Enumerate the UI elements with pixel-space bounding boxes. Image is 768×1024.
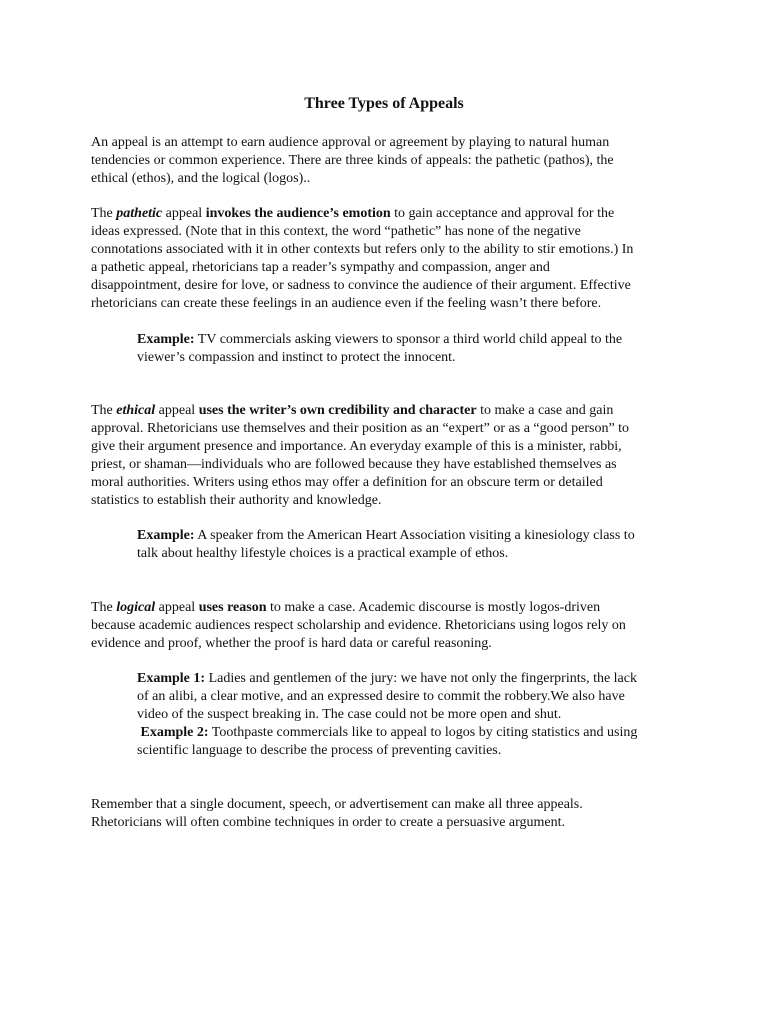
logical-paragraph: [91, 599, 681, 653]
text-run: TV commercials asking viewers to sponsor a third world child appeal to the: [194, 332, 623, 347]
text-line: ideas expressed. (Note that in this context, the word “pathetic” has none of the negative: [91, 224, 581, 239]
text-line: disappointment, desire for love, or sadness to convince the audience of their argument. Effective: [91, 278, 631, 293]
text-run: appeal: [162, 206, 206, 221]
text-line: [137, 527, 685, 545]
emphasis-text: uses reason: [198, 600, 267, 615]
text-run: Ladies and gentlemen of the jury: we have not only the fingerprints, the lack: [205, 671, 637, 686]
text-line: approval. Rhetoricians use themselves and their position as an “expert” or as a “good person” to: [91, 421, 630, 436]
term-pathetic: pathetic: [116, 206, 163, 221]
text-line: viewer’s compassion and instinct to protect the innocent.: [137, 350, 456, 365]
pathetic-example: [137, 331, 685, 367]
example-label: Example 2:: [137, 725, 209, 740]
text-line: video of the suspect breaking in. The case could not be more open and shut.: [137, 707, 562, 722]
logical-examples: [137, 670, 685, 760]
text-line: because academic audiences respect scholarship and evidence. Rhetoricians using logos rely on: [91, 618, 626, 633]
text-line: scientific language to describe the process of preventing cavities.: [137, 743, 502, 758]
text-line: Remember that a single document, speech, or advertisement can make all three appeals.: [91, 797, 583, 812]
ethical-example: [137, 527, 685, 563]
text-line: rhetoricians can create these feelings in an audience even if the feeling wasn’t there before.: [91, 296, 602, 311]
text-run: to gain acceptance and approval for the: [390, 206, 615, 221]
text-line: give their argument presence and importance. An everyday example of this is a minister, rabbi,: [91, 439, 622, 454]
text-run: appeal: [155, 600, 199, 615]
pathetic-paragraph: [91, 205, 681, 313]
text-run: appeal: [155, 403, 199, 418]
term-logical: logical: [116, 600, 156, 615]
text-line: An appeal is an attempt to earn audience approval or agreement by playing to natural human: [91, 135, 610, 150]
text-line: [91, 402, 681, 420]
text-line: of an alibi, a clear motive, and an expressed desire to commit the robbery.We also have: [137, 689, 625, 704]
text-line: talk about healthy lifestyle choices is a practical example of ethos.: [137, 546, 509, 561]
text-line: [137, 724, 685, 742]
emphasis-text: invokes the audience’s emotion: [205, 206, 391, 221]
example-label: Example:: [137, 332, 195, 347]
text-run: The: [91, 206, 117, 221]
example-label: Example:: [137, 528, 195, 543]
text-line: ethical (ethos), and the logical (logos)..: [91, 171, 311, 186]
intro-paragraph: [91, 134, 681, 188]
term-ethical: ethical: [116, 403, 156, 418]
text-line: tendencies or common experience. There are three kinds of appeals: the pathetic (pathos), the: [91, 153, 614, 168]
text-run: to make a case and gain: [476, 403, 614, 418]
emphasis-text: uses the writer’s own credibility and character: [198, 403, 477, 418]
text-line: [91, 599, 681, 617]
text-line: connotations associated with it in other contexts but refers only to the ability to stir emotions.) In: [91, 242, 634, 257]
text-run: The: [91, 600, 117, 615]
text-line: a pathetic appeal, rhetoricians tap a reader’s sympathy and compassion, anger and: [91, 260, 550, 275]
document-title: Three Types of Appeals: [304, 95, 464, 112]
text-run: A speaker from the American Heart Association visiting a kinesiology class to: [194, 528, 635, 543]
text-line: [91, 205, 681, 223]
example-label: Example 1:: [137, 671, 206, 686]
text-line: evidence and proof, whether the proof is hard data or careful reasoning.: [91, 636, 492, 651]
text-line: [137, 331, 685, 349]
text-line: moral authorities. Writers using ethos may offer a definition for an obscure term or detailed: [91, 475, 603, 490]
text-line: Rhetoricians will often combine techniques in order to create a persuasive argument.: [91, 815, 566, 830]
text-line: statistics to establish their authority and knowledge.: [91, 493, 382, 508]
text-line: priest, or shaman—individuals who are followed because they have established themselves as: [91, 457, 617, 472]
text-run: Toothpaste commercials like to appeal to logos by citing statistics and using: [208, 725, 638, 740]
closing-paragraph: [91, 796, 681, 832]
text-line: [137, 670, 685, 688]
text-run: to make a case. Academic discourse is mostly logos-driven: [266, 600, 601, 615]
ethical-paragraph: [91, 402, 681, 510]
text-run: The: [91, 403, 117, 418]
